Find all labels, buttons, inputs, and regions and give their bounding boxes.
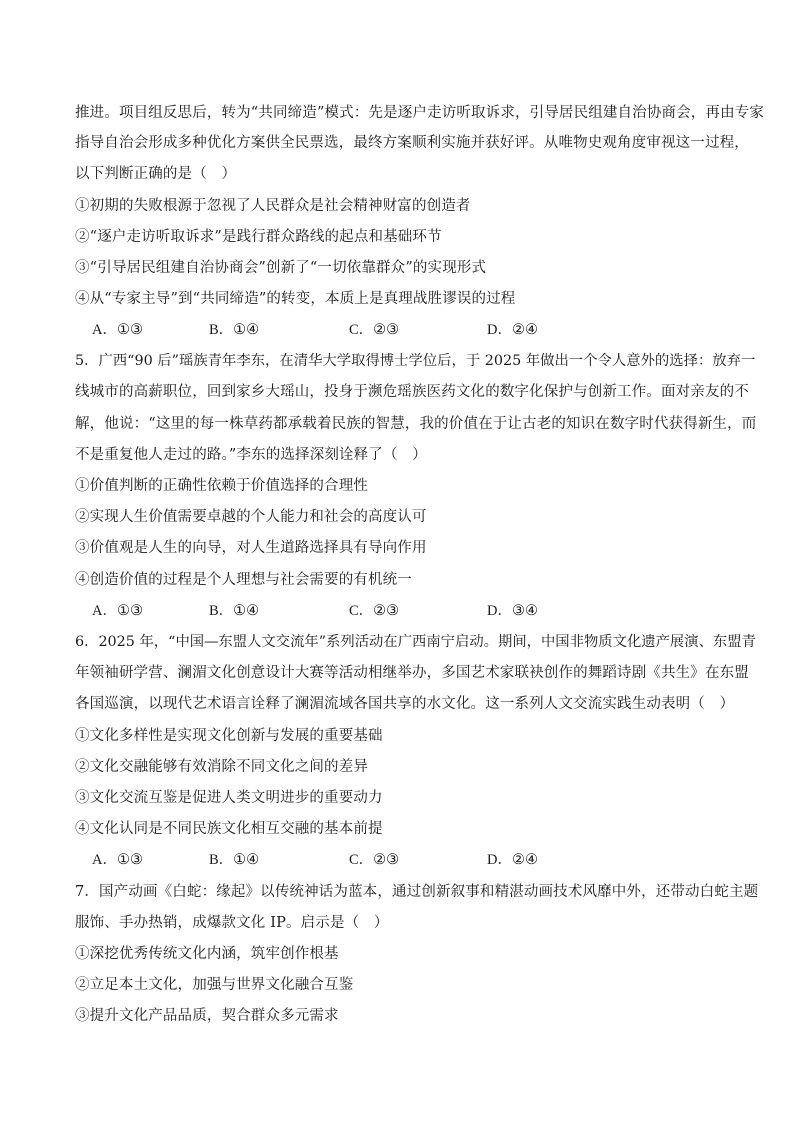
q5-options	[92, 601, 712, 621]
q6-statement-1: ①文化多样性是实现文化创新与发展的重要基础	[75, 728, 383, 744]
q5-option-b[interactable]	[209, 601, 259, 621]
q6-option-b-value: ①④	[233, 852, 260, 868]
q7-stem-line-1: 7．国产动画《白蛇：缘起》以传统神话为蓝本，通过创新叙事和精湛动画技术风靡中外，还带动白蛇主题	[75, 884, 759, 900]
q6-option-b[interactable]	[209, 850, 259, 870]
q4-option-d-letter: D．	[487, 322, 512, 338]
q6-stem-line-1: 6．2025 年，“中国—东盟人文交流年”系列活动在广西南宁启动。期间，中国非物质文化遗产展演、东盟青	[75, 634, 756, 650]
q5-option-b-letter: B．	[209, 603, 234, 619]
q5-option-a-letter: A．	[92, 603, 117, 619]
q4-statement-3: ③“引导居民组建自治协商会”创新了“一切依靠群众”的实现形式	[75, 260, 487, 276]
q6-option-d[interactable]	[487, 850, 538, 870]
q6-option-b-letter: B．	[209, 852, 234, 868]
q6-statement-4: ④文化认同是不同民族文化相互交融的基本前提	[75, 821, 383, 837]
q4-statement-1: ①初期的失败根源于忽视了人民群众是社会精神财富的创造者	[75, 198, 471, 214]
q4-option-d[interactable]	[487, 320, 538, 340]
q4-option-c[interactable]	[349, 320, 399, 340]
q4-option-b-value: ①④	[233, 322, 260, 338]
q7-statement-3: ③提升文化产品品质，契合群众多元需求	[75, 1008, 339, 1024]
q5-statement-1: ①价值判断的正确性依赖于价值选择的合理性	[75, 478, 368, 494]
q5-option-b-value: ①④	[233, 603, 260, 619]
q4-stem-line-1: 推进。项目组反思后，转为“共同缔造”模式：先是逐户走访听取诉求，引导居民组建自治协商会，再由专家	[75, 105, 765, 121]
q5-stem-line-3: 解，他说：“这里的每一株草药都承载着民族的智慧，我的价值在于让古老的知识在数字时代获得新生，而	[75, 416, 757, 432]
q4-option-c-value: ②③	[373, 322, 400, 338]
q5-option-d[interactable]	[487, 601, 538, 621]
q6-option-c-value: ②③	[373, 852, 400, 868]
q5-stem-line-1: 5．广西“90 后”瑶族青年李东，在清华大学取得博士学位后，于 2025 年做出一个令人意外的选择：放弃一	[75, 353, 756, 369]
q5-option-d-letter: D．	[487, 603, 512, 619]
q5-option-a[interactable]	[92, 601, 143, 621]
q6-option-c[interactable]	[349, 850, 399, 870]
q5-statement-2: ②实现人生价值需要卓越的个人能力和社会的高度认可	[75, 509, 427, 525]
q6-option-a-letter: A．	[92, 852, 117, 868]
q6-option-c-letter: C．	[349, 852, 374, 868]
q4-option-c-letter: C．	[349, 322, 374, 338]
q5-option-c-letter: C．	[349, 603, 374, 619]
q7-statement-1: ①深挖优秀传统文化内涵，筑牢创作根基	[75, 946, 339, 962]
q4-option-a-value: ①③	[116, 322, 143, 338]
q4-options	[92, 320, 712, 340]
q5-option-d-value: ③④	[511, 603, 538, 619]
q5-stem-line-4: 不是重复他人走过的路。”李东的选择深刻诠释了（ ）	[75, 447, 427, 463]
q6-stem-line-2: 年领袖研学营、澜湄文化创意设计大赛等活动相继举办，多国艺术家联袂创作的舞蹈诗剧《共生》在东盟	[75, 665, 749, 681]
q4-option-a[interactable]	[92, 320, 143, 340]
q6-option-a[interactable]	[92, 850, 143, 870]
q4-stem-line-3: 以下判断正确的是（ ）	[75, 166, 237, 182]
q4-statement-4: ④从“专家主导”到“共同缔造”的转变，本质上是真理战胜谬误的过程	[75, 291, 516, 307]
q6-statement-2: ②文化交融能够有效消除不同文化之间的差异	[75, 759, 368, 775]
q4-option-b-letter: B．	[209, 322, 234, 338]
q5-statement-4: ④创造价值的过程是个人理想与社会需要的有机统一	[75, 572, 412, 588]
q5-option-c-value: ②③	[373, 603, 400, 619]
q6-statement-3: ③文化交流互鉴是促进人类文明进步的重要动力	[75, 790, 383, 806]
q5-option-c[interactable]	[349, 601, 399, 621]
q5-stem-line-2: 线城市的高薪职位，回到家乡大瑶山，投身于濒危瑶族医药文化的数字化保护与创新工作。面对亲友的不	[75, 384, 749, 400]
q6-stem-line-3: 各国巡演，以现代艺术语言诠释了澜湄流域各国共享的水文化。这一系列人文交流实践生动表明（ ）	[75, 696, 735, 712]
q4-option-d-value: ②④	[511, 322, 538, 338]
q4-option-a-letter: A．	[92, 322, 117, 338]
q5-statement-3: ③价值观是人生的向导，对人生道路选择具有导向作用	[75, 540, 427, 556]
q6-option-d-value: ②④	[511, 852, 538, 868]
q4-stem-line-2: 指导自治会形成多种优化方案供全民票选，最终方案顺利实施并获好评。从唯物史观角度审视这一过程，	[75, 135, 749, 151]
q5-option-a-value: ①③	[116, 603, 143, 619]
q6-options	[92, 850, 712, 870]
q6-option-a-value: ①③	[116, 852, 143, 868]
q4-statement-2: ②“逐户走访听取诉求”是践行群众路线的起点和基础环节	[75, 229, 442, 245]
q4-option-b[interactable]	[209, 320, 259, 340]
q7-statement-2: ②立足本土文化，加强与世界文化融合互鉴	[75, 977, 354, 993]
q6-option-d-letter: D．	[487, 852, 512, 868]
q7-stem-line-2: 服饰、手办热销，成爆款文化 IP。启示是（ ）	[75, 915, 389, 931]
